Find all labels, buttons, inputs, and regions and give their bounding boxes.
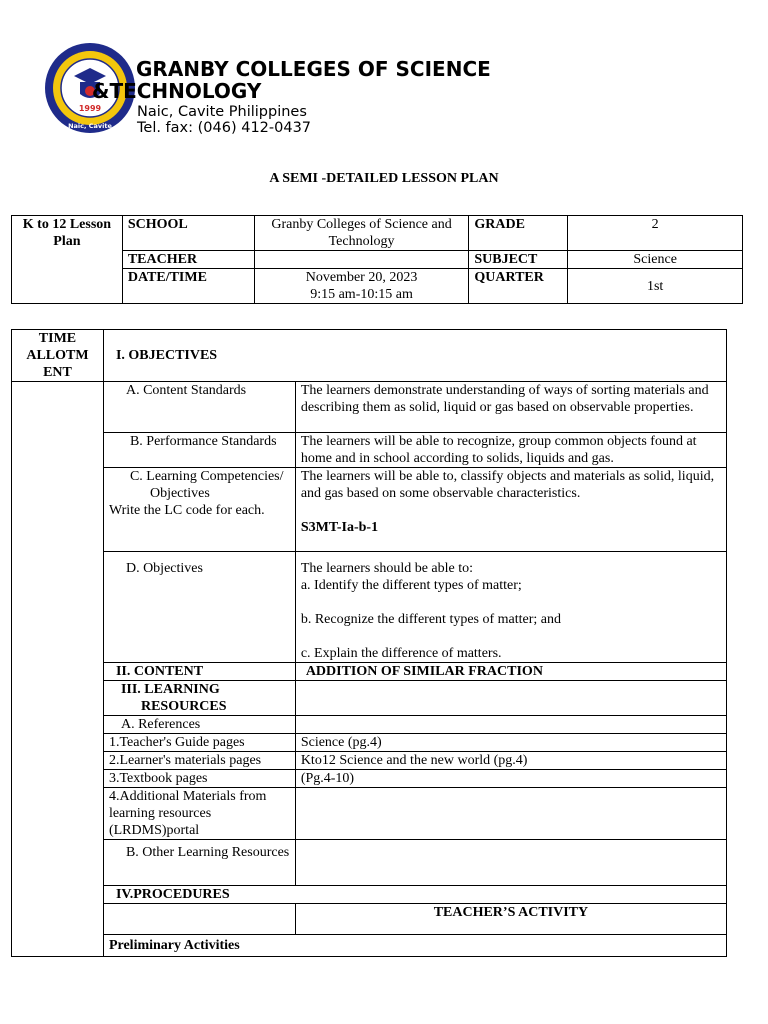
objectives-intro: The learners should be able to: — [300, 561, 474, 576]
time-allotment-header: TIME ALLOTM ENT — [12, 330, 104, 382]
competencies-label: C. Learning Competencies/ Objectives — [129, 469, 284, 501]
school-name-line1: GRANBY COLLEGES OF SCIENCE — [136, 57, 491, 81]
resources-heading: III. LEARNING RESOURCES — [103, 681, 295, 716]
additional-materials-label: 4.Additional Materials from learning resources (LRDMS)portal — [103, 788, 295, 840]
teacher-value — [254, 251, 469, 269]
resources-value — [295, 681, 726, 716]
school-name-line2: &TECHNOLOGY — [92, 79, 262, 103]
quarter-value: 1st — [568, 269, 743, 304]
references-label: A. References — [103, 716, 295, 734]
objective-a: a. Identify the different types of matter; — [300, 578, 522, 593]
additional-materials-value — [295, 788, 726, 840]
document-title: A SEMI -DETAILED LESSON PLAN — [269, 171, 499, 186]
lesson-info-table — [11, 215, 743, 304]
school-name — [92, 58, 532, 102]
content-value: ADDITION OF SIMILAR FRACTION — [295, 663, 726, 681]
objective-c: c. Explain the difference of matters. — [300, 646, 502, 661]
competencies-label-cell — [103, 468, 295, 552]
lc-code: S3MT-Ia-b-1 — [300, 520, 379, 535]
objectives-heading: I. OBJECTIVES — [103, 330, 726, 382]
performance-standards-label: B. Performance Standards — [103, 433, 295, 468]
subject-label: SUBJECT — [469, 251, 568, 269]
school-label: SCHOOL — [122, 216, 254, 251]
learners-materials-label: 2.Learner's materials pages — [103, 752, 295, 770]
textbook-label: 3.Textbook pages — [103, 770, 295, 788]
objectives-label: D. Objectives — [103, 552, 295, 663]
other-resources-label: B. Other Learning Resources — [103, 840, 295, 886]
date-value: November 20, 2023 — [305, 270, 418, 285]
competencies-text-cell — [295, 468, 726, 552]
time-value: 9:15 am-10:15 am — [310, 287, 413, 302]
teacher-label: TEACHER — [122, 251, 254, 269]
procedures-heading: IV.PROCEDURES — [103, 886, 726, 904]
teacher-activity-header: TEACHER’S ACTIVITY — [295, 904, 726, 935]
school-phone: Tel. fax: (046) 412-0437 — [137, 120, 312, 136]
content-standards-label: A. Content Standards — [103, 382, 295, 433]
quarter-label: QUARTER — [469, 269, 568, 304]
performance-standards-text: The learners will be able to recognize, group common objects found at home and in school according to solids, liquids and gas. — [295, 433, 726, 468]
textbook-value: (Pg.4-10) — [295, 770, 726, 788]
references-value — [295, 716, 726, 734]
lc-code-note: Write the LC code for each. — [108, 503, 265, 518]
procedures-blank — [103, 904, 295, 935]
learners-materials-value: Kto12 Science and the new world (pg.4) — [295, 752, 726, 770]
school-address: Naic, Cavite Philippines — [137, 104, 307, 120]
school-value: Granby Colleges of Science and Technology — [254, 216, 469, 251]
datetime-label: DATE/TIME — [122, 269, 254, 304]
datetime-value — [254, 269, 469, 304]
teachers-guide-label: 1.Teacher's Guide pages — [103, 734, 295, 752]
other-resources-value — [295, 840, 726, 886]
plan-label: K to 12 Lesson Plan — [12, 216, 123, 304]
objective-b: b. Recognize the different types of matter; and — [300, 612, 562, 627]
objectives-list — [295, 552, 726, 663]
competencies-text: The learners will be able to, classify objects and materials as solid, liquid, and gas based on some observable characteristics. — [300, 469, 715, 501]
logo-year: 1999 — [78, 104, 102, 113]
logo-place: Naic, Cavite — [68, 122, 112, 130]
teachers-guide-value: Science (pg.4) — [295, 734, 726, 752]
time-allotment-cell — [12, 382, 104, 957]
content-heading: II. CONTENT — [103, 663, 295, 681]
grade-value: 2 — [568, 216, 743, 251]
lesson-plan-table — [11, 329, 727, 957]
preliminary-activities: Preliminary Activities — [103, 935, 726, 957]
grade-label: GRADE — [469, 216, 568, 251]
content-standards-text: The learners demonstrate understanding of ways of sorting materials and describing them as solid, liquid or gas based on observable properties. — [295, 382, 726, 433]
subject-value: Science — [568, 251, 743, 269]
